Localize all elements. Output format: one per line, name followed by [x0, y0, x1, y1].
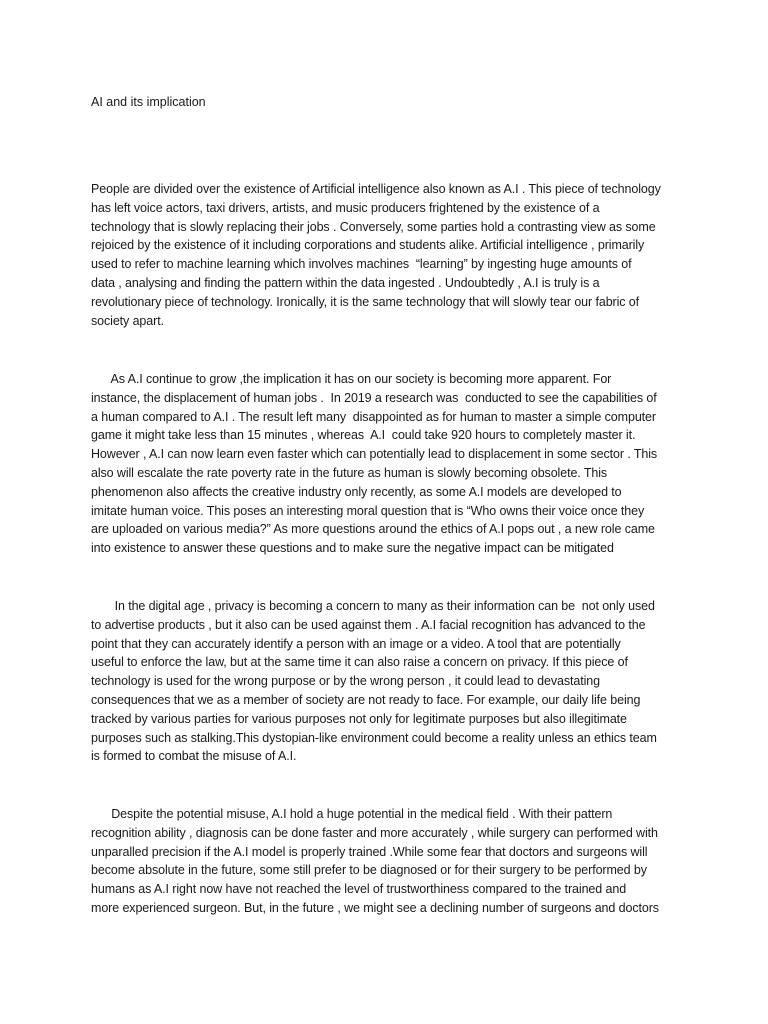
- paragraph-line: used to refer to machine learning which involves machines “learning” by ingesting huge amounts of: [91, 257, 632, 272]
- paragraph-line: more experienced surgeon. But, in the future , we might see a declining number of surgeons and doctors: [91, 900, 659, 915]
- paragraph-line: society apart.: [91, 313, 164, 328]
- paragraph-line: phenomenon also affects the creative industry only recently, as some A.I models are developed to: [91, 484, 622, 499]
- paragraph-line: technology that is slowly replacing their jobs . Conversely, some parties hold a contrasting view as some: [91, 219, 656, 234]
- paragraph-job-displacement: [91, 370, 691, 558]
- paragraph-line: is formed to combat the misuse of A.I.: [91, 749, 297, 764]
- paragraph-line: However , A.I can now learn even faster which can potentially lead to displacement in some sector . This: [91, 447, 658, 462]
- paragraph-line: purposes such as stalking.This dystopian-like environment could become a reality unless an ethics team: [91, 730, 657, 745]
- paragraph-line: to advertise products , but it also can be used against them . A.I facial recognition has advanced to the: [91, 617, 646, 632]
- paragraph-line: In the digital age , privacy is becoming a concern to many as their information can be not only used: [91, 599, 655, 613]
- paragraph-line: As A.I continue to grow ,the implication it has on our society is becoming more apparent. For: [91, 372, 612, 386]
- paragraph-line: into existence to answer these questions and to make sure the negative impact can be mitigated: [91, 541, 614, 556]
- paragraph-line: useful to enforce the law, but at the same time it can also raise a concern on privacy. If this piece of: [91, 655, 628, 670]
- paragraph-line: People are divided over the existence of Artificial intelligence also known as A.I . This piece of technology: [91, 182, 661, 196]
- paragraph-line: recognition ability , diagnosis can be done faster and more accurately , while surgery can performed with: [91, 825, 658, 840]
- paragraph-line: rejoiced by the existence of it including corporations and students alike. Artificial intelligence , primarily: [91, 238, 645, 253]
- paragraph-line: also will escalate the rate poverty rate in the future as human is slowly becoming obsolete. This: [91, 465, 608, 480]
- paragraph-line: game it might take less than 15 minutes , whereas A.I could take 920 hours to completely master it.: [91, 428, 636, 443]
- paragraph-line: technology is used for the wrong purpose or by the wrong person , it could lead to devastating: [91, 674, 600, 689]
- paragraph-line: Despite the potential misuse, A.I hold a huge potential in the medical field . With their pattern: [91, 807, 613, 821]
- paragraph-line: a human compared to A.I . The result left many disappointed as for human to master a simple computer: [91, 409, 656, 424]
- paragraph-line: humans as A.I right now have not reached the level of trustworthiness compared to the trained and: [91, 882, 627, 897]
- paragraph-intro: [91, 180, 691, 330]
- paragraph-line: imitate human voice. This poses an interesting moral question that is “Who owns their voice once they: [91, 503, 645, 518]
- document-title: AI and its implication: [91, 95, 206, 109]
- paragraph-line: unparalled precision if the A.I model is properly trained .While some fear that doctors and surgeons will: [91, 844, 648, 859]
- paragraph-line: instance, the displacement of human jobs . In 2019 a research was conducted to see the capabilities of: [91, 390, 657, 405]
- paragraph-line: point that they can accurately identify a person with an image or a video. A tool that are potentially: [91, 636, 621, 651]
- paragraph-line: revolutionary piece of technology. Ironically, it is the same technology that will slowly tear our fabric of: [91, 294, 640, 309]
- paragraph-line: are uploaded on various media?” As more questions around the ethics of A.I pops out , a new role came: [91, 522, 655, 537]
- paragraph-privacy: [91, 597, 691, 766]
- paragraph-line: has left voice actors, taxi drivers, artists, and music producers frightened by the existence of a: [91, 200, 600, 215]
- paragraph-line: consequences that we as a member of society are not ready to face. For example, our daily life being: [91, 692, 641, 707]
- paragraph-medical: [91, 805, 691, 918]
- paragraph-line: tracked by various parties for various purposes not only for legitimate purposes but also illegitimate: [91, 711, 627, 726]
- paragraph-line: data , analysing and finding the pattern within the data ingested . Undoubtedly , A.I is truly is a: [91, 275, 600, 290]
- paragraph-line: become absolute in the future, some still prefer to be diagnosed or for their surgery to be performed by: [91, 863, 647, 878]
